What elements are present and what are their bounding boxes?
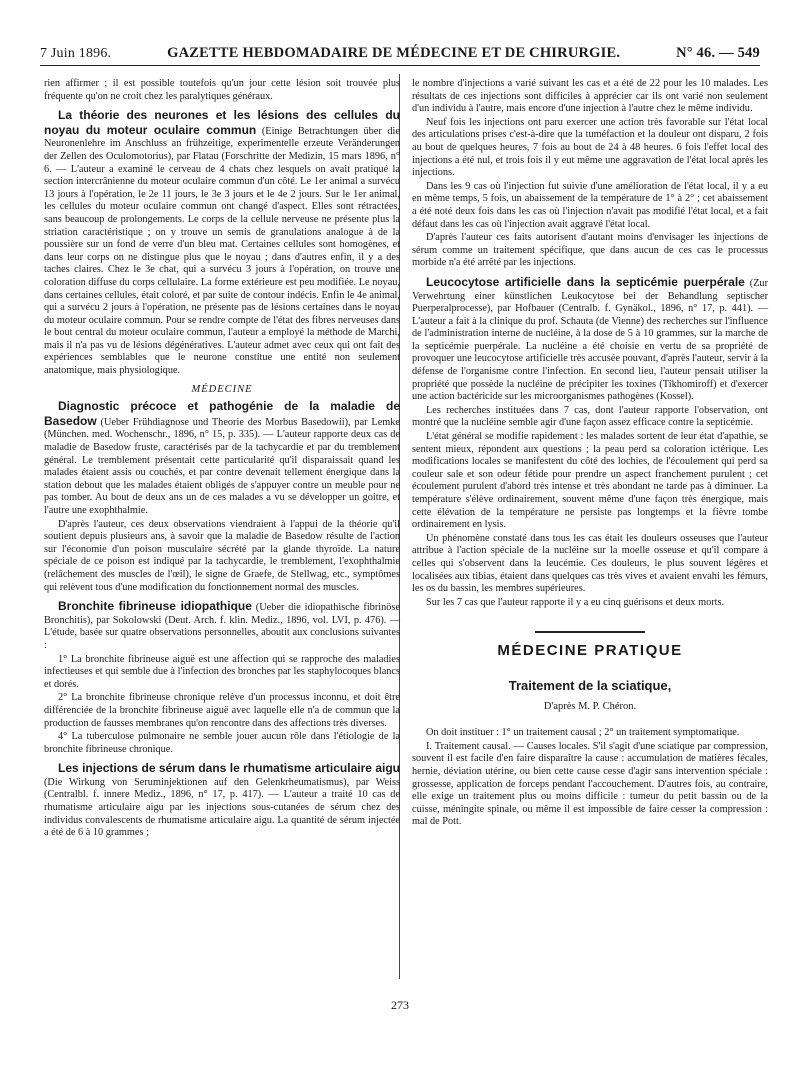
title-rule xyxy=(535,631,645,633)
byline: D'après M. P. Chéron. xyxy=(543,700,637,712)
running-header xyxy=(40,38,760,66)
header-date: 7 Juin 1896. xyxy=(40,46,112,61)
article-body: L'auteur a traité 10 cas de rhumatisme articulaire aigu par les injections sous-cutanées de sérum chez des individus convalescents de rhumatisme articulaire aigu. La quantité de sérum injectée a été de 6 à 10 grammes ; xyxy=(44,789,400,839)
article-neurones xyxy=(44,109,400,377)
article-leucocytose xyxy=(412,276,768,404)
article-reference: (Ueber Frühdiagnose und Theorie des Morbus Basedowii), par Lemke (München. med. Wochenschr., 1896, n° 15, p. 335). — xyxy=(44,416,400,441)
article-reference: (Ueber die idiopathische fibrinöse Bronchitis), par Sokolowski (Deut. Arch. f. klin. Mediz., 1896, vol. LVI, p. 476). — xyxy=(44,602,400,626)
paragraph: Sur les 7 cas que l'auteur rapporte il y a eu cinq guérisons et deux morts. xyxy=(426,596,725,608)
article-title: La théorie des neurones et les lésions des cellules du noyau du moteur oculaire commun xyxy=(44,108,400,137)
paragraph: Un phénomène constaté dans tous les cas était les douleurs osseuses que l'auteur attribue à l'action spéciale de la nucléine sur la moelle osseuse et qu'il compare à celles qui s'observent dans la leucémie. Ces douleurs, le plus souvent légères et localisées aux tibias, étaient dans quelques cas très vives et avaient envahi les fémurs, les os du bassin, les membres supérieures. xyxy=(412,532,768,595)
article-title: Les injections de sérum dans le rhumatisme articulaire aigu xyxy=(58,761,400,776)
paragraph: rien affirmer ; il est possible toutefois qu'un jour cette lésion soit trouvée plus fréquente qu'on ne croit chez les paralytiques généraux. xyxy=(44,78,400,102)
conclusion-item: 2° La bronchite fibrineuse chronique relève d'un processus inconnu, et doit être différenciée de la bronchite fibrineuse aiguë avec laquelle elle n'a de commun que la production de fausses membranes qu'on rencontre dans des affections très diverses. xyxy=(44,692,400,729)
paragraph: D'après l'auteur, ces deux observations viendraient à l'appui de la théorie qu'il soutient depuis plusieurs ans, à savoir que la maladie de Basedow résulte de l'action sur l'économie d'un poison musculaire sécrété par la glande thyroïde. La nature spéciale de ce poison est indiqué par la tachycardie, le tremblement, l'exophthalmie (relâchement des muscles de l'œil), le signe de Graefe, de Stellwag, etc., symptômes qui relèvent tous d'une modification du fonctionnement normal des muscles. xyxy=(44,518,400,593)
article-rhumatisme xyxy=(44,762,400,840)
article-subtitle: Traitement de la sciatique, xyxy=(508,677,672,693)
header-journal-title: GAZETTE HEBDOMADAIRE DE MÉDECINE ET DE CHIRURGIE. xyxy=(167,45,621,61)
paragraph: D'après l'auteur ces faits autorisent d'autant moins d'envisager les injections de sérum comme un traitement spécifique, que dans aucun de ces cas le processus morbide n'a été arrêté par les injections. xyxy=(412,232,768,269)
right-column xyxy=(412,78,768,830)
paragraph: le nombre d'injections a varié suivant les cas et a été de 22 pour les 10 malades. Les résultats de ces injections sont difficiles à apprécier car ils ont varié non seulement d'un individu à l'autre, mais encore d'une injection à l'autre chez le même individu. xyxy=(412,78,768,115)
paragraph: I. Traitement causal. — Causes locales. S'il s'agit d'une sciatique par compression, souvent il est facile d'en faire disparaître la cause : accumulation de matières fécales, hernie, déviation utérine, ou bien cette cause cesse d'agir sans intervention spéciale : grossesse, application de forceps pendant l'accouchement. D'autres fois, au contraire, elle exige un traitement plus ou moins difficile : tumeur du petit bassin ou de la cuisse, méningite spinale, ou même il est impossible de faire cesser la compression : mal de Pott. xyxy=(412,740,768,828)
article-title: Bronchite fibrineuse idiopathique xyxy=(58,599,252,614)
article-body: L'auteur rapporte deux cas de maladie de Basedow fruste, caractérisés par de la tachycardie et par du tremblement général. Le tremblement présentait cette particularité qu'il disparaissait quand les malades étaient assis ou couchés, et par contre devenait tellement énergique dans la station debout que les malades étaient obligés de s'appuyer contre un meuble pour ne pas tomber. Au bout de deux ans un de ces malades a vu se développer un goitre, et l'autre une exophthalmie. xyxy=(44,429,401,516)
conclusion-item: 1° La bronchite fibrineuse aiguë est une affection qui se rapproche des maladies infectieuses et qui semble due à l'infection des bronches par les staphylocoques blancs et dorés. xyxy=(44,653,400,690)
section-title: MÉDECINE PRATIQUE xyxy=(497,642,683,660)
paragraph: Les recherches instituées dans 7 cas, dont l'auteur rapporte l'observation, ont montré que la nucléine semble agir d'une façon assez efficace contre la septicémie. xyxy=(412,404,768,429)
article-bronchite xyxy=(44,600,400,652)
article-title: Leucocytose artificielle dans la septicémie puerpérale xyxy=(426,274,745,289)
article-reference: (Einige Betrachtungen über die Neuronenlehre im Anschluss an frühzeitige, experimentelle erzeute Veränderungen der Zellen des Oculomotorius), par Flatau (Forschritte der Medizin, 15 mars 1896, n° 6. — xyxy=(44,125,400,175)
article-reference: (Die Wirkung von Seruminjektionen auf den Gelenkrheumatismus), par Weiss (Centralbl. f. innere Mediz., 1896, n° 17, p. 417). — xyxy=(44,776,400,801)
article-body: L'auteur a fait à la clinique du prof. Schauta (de Vienne) des recherches sur l'influence de l'administration interne de nucléine, à la dose de 5 à 10 grammes, sur la marche de la septicémie puerpérale. La nucléine a été choisie en vertu de sa propriété de provoquer une leucocytose artificielle très accusée pouvant, d'après l'auteur, servir à la défense de l'organisme contre l'infection. En second lieu, l'auteur pensait utiliser la propriété que possède la nucléine de précipiter les toxines (Tikhomiroff) et d'exercer une action bactéricide sur les microorganismes pathogènes (Kossel). xyxy=(412,315,768,403)
paragraph: Dans les 9 cas où l'injection fut suivie d'une amélioration de l'état local, il y a eu en même temps, 5 fois, un abaissement de la température de 1° à 2° ; cet abaissement a été noté deux fois dans les cas où l'injection n'avait pas modifié l'état local, et a fait défaut dans les cas où l'injection avait aggravé l'état local. xyxy=(412,180,768,230)
paragraph: On doit instituer : 1° un traitement causal ; 2° un traitement symptomatique. xyxy=(426,727,740,739)
article-body: L'étude, basée sur quatre observations personnelles, aboutit aux conclusions suivantes : xyxy=(44,627,400,651)
conclusion-item: 4° La tuberculose pulmonaire ne semble jouer aucun rôle dans l'étiologie de la bronchite fibrineuse chronique. xyxy=(44,731,400,755)
paragraph: Neuf fois les injections ont paru exercer une action très favorable sur l'état local des articulations prises c'est-à-dire que la tuméfaction et la douleur ont disparu, 2 fois au bout de quelques heures, 7 fois au bout de 24 à 48 heures. 6 fois l'effet local des injections a été nul, et trois fois il y eut même une aggravation de l'état local après les injections. xyxy=(412,116,768,179)
article-basedow xyxy=(44,400,400,517)
paragraph: L'état général se modifie rapidement : les malades sortent de leur état d'apathie, se sentent mieux, répondent aux questions ; la peau perd sa coloration ictérique. Les modifications locales se manifestent du côté des lochies, de l'écoulement qui perd sa couleur sale et son odeur fétide pour prendre un aspect franchement purulent ; cet écoulement purulent d'abord très intense et très abondant ne tarde pas à diminuer. La température s'élève ordinairement, souvent même d'une façon très énergique, mais cette élévation de la température ne persiste pas longtemps et la fièvre tombe ordinairement en lysis. xyxy=(412,431,768,531)
article-reference: (Zur Verwehrtung einer künstlichen Leukocytose bei der Behandlung septischer Puerperalprocesse), par Hofbauer (Centralb. f. Gynäkol., 1896, n° 17, p. 441). — xyxy=(412,277,769,315)
header-issue: N° 46. — 549 xyxy=(676,45,760,61)
section-heading: MÉDECINE xyxy=(191,383,253,395)
left-column xyxy=(44,78,400,841)
page-number: 273 xyxy=(391,998,409,1012)
article-title: Diagnostic précoce et pathogénie de la maladie de Basedow xyxy=(44,399,400,428)
article-body: L'auteur a examiné le cerveau de 4 chats chez lesquels on avait pratiqué la section intercrânienne du moteur oculaire commun d'un côté. Le 1er animal a survécu 13 jours à l'opération, le 2e 11 jours, le 3e 3 jours et le 4e 2 jours. Sur le 1er animal, les cellules du moteur oculaire commun ont changé d'aspect. Elles sont rétractées, sans beaucoup de prolongements. Le corps de la cellule nerveuse ne présente plus la striation caractéristique ; on y trouve un semis de granulations analogue à de la poussière sur un fond de verre d'un bleu mat. Certaines cellules sont homogènes, et dans leur corps on ne distingue plus que le noyau ; dans d'autres enfin, il y a des taches claires. Chez le 3e chat, qui a survécu 3 jours à l'opération, on trouve une coloration diffuse du corps cellulaire. La forme extérieure est peu modifiée. Le noyau, dans certaines cellules, était coloré, et par suite de contour indécis. Enfin le 4e animal, qui a survécu 2 jours à l'opération, ne présente pas de lésions certaines dans le noyau du moteur oculaire commun. Pour se rendre compte de l'état des fibres nerveuses dans le bout central du moteur oculaire commun, l'auteur a employé la méthode de Marchi, mais il n'a pas vu de lésions dégénératives. L'auteur admet avec ceux qui ont fait des expériences semblables que le neurone constitue une entité non seulement anatomique, mais physiologique. xyxy=(44,163,400,377)
